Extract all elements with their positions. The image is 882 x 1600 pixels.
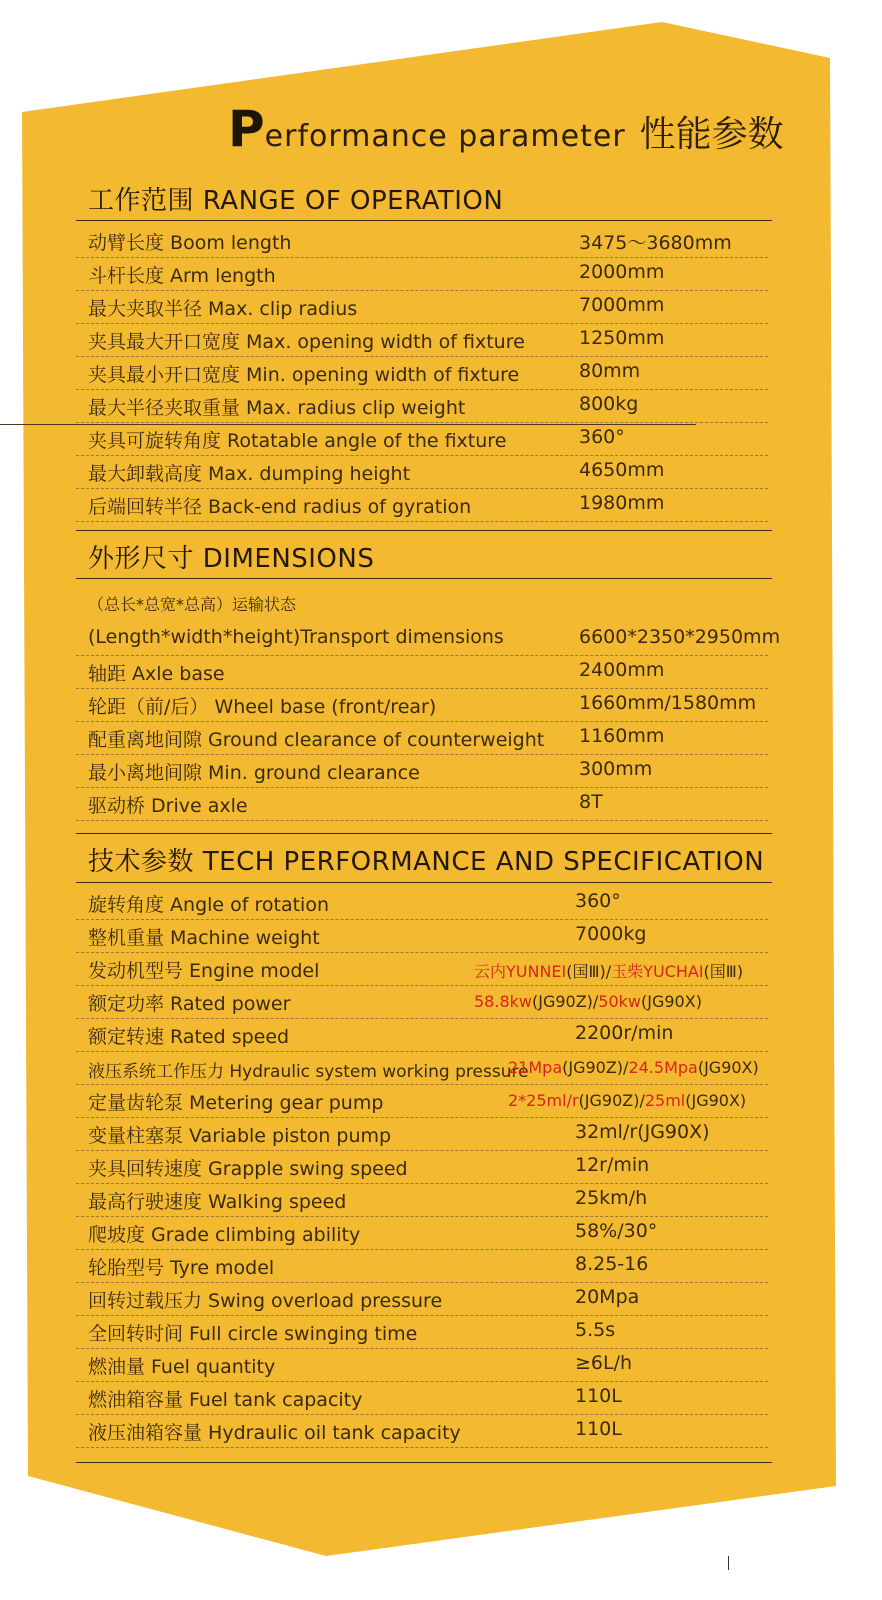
value-part: (JG90Z)/ xyxy=(578,1091,645,1110)
spec-value: 8.25-16 xyxy=(575,1253,649,1275)
spec-value: 4650mm xyxy=(579,459,665,481)
value-highlight: 58.8kw xyxy=(474,992,532,1011)
spec-label: 夹具最小开口宽度 Min. opening width of fixture xyxy=(88,364,520,386)
spec-row xyxy=(76,985,768,1019)
value-highlight: 50kw xyxy=(598,992,642,1011)
section-rule xyxy=(76,1462,772,1463)
spec-row xyxy=(76,389,768,423)
spec-value: 110L xyxy=(575,1418,622,1440)
spec-value: ≥6L/h xyxy=(575,1352,633,1374)
spec-value: 8T xyxy=(579,791,603,813)
value-highlight: 24.5Mpa xyxy=(628,1058,698,1077)
spec-label: 额定功率 Rated power xyxy=(88,993,291,1015)
spec-value: 800kg xyxy=(579,393,639,415)
value-part: (JG90Z)/ xyxy=(562,1058,629,1077)
spec-value xyxy=(474,959,743,982)
spec-row xyxy=(76,1249,768,1283)
page-title xyxy=(228,100,784,158)
spec-label: 全回转时间 Full circle swinging time xyxy=(88,1323,418,1345)
spec-label: 最大夹取半径 Max. clip radius xyxy=(88,298,358,320)
engine-yuchai: 玉柴YUCHAI xyxy=(611,962,704,981)
spec-value xyxy=(508,1091,746,1110)
spec-row xyxy=(76,356,768,390)
spec-label: 配重离地间隙 Ground clearance of counterweight xyxy=(88,729,545,751)
engine-yunnei: 云内YUNNEI xyxy=(474,962,567,981)
section-rule xyxy=(76,530,772,531)
spec-label: (Length*width*height)Transport dimensions xyxy=(88,626,504,648)
spec-label: 最大半径夹取重量 Max. radius clip weight xyxy=(88,397,466,419)
spec-row xyxy=(76,919,768,953)
spec-label: 最高行驶速度 Walking speed xyxy=(88,1191,347,1213)
spec-row xyxy=(76,655,768,689)
spec-label: 最小离地间隙 Min. ground clearance xyxy=(88,762,420,784)
value-part: (国Ⅲ) xyxy=(703,962,744,981)
spec-value: 2400mm xyxy=(579,659,665,681)
spec-value: 300mm xyxy=(579,758,653,780)
spec-row xyxy=(76,787,768,821)
spec-label: 夹具回转速度 Grapple swing speed xyxy=(88,1158,408,1180)
spec-label: 动臂长度 Boom length xyxy=(88,232,292,254)
spec-label: 变量柱塞泵 Variable piston pump xyxy=(88,1125,392,1147)
value-part: (JG90X) xyxy=(641,992,702,1011)
spec-row xyxy=(76,1282,768,1316)
dimensions-note: （总长*总宽*总高）运输状态 xyxy=(88,595,297,614)
section-heading-dimensions: 外形尺寸 DIMENSIONS xyxy=(88,544,375,574)
spec-label: 轮距（前/后） Wheel base (front/rear) xyxy=(88,696,437,718)
spec-row xyxy=(76,886,768,920)
spec-label: 定量齿轮泵 Metering gear pump xyxy=(88,1092,384,1114)
spec-value: 5.5s xyxy=(575,1319,616,1341)
spec-row xyxy=(76,1051,768,1085)
spec-row xyxy=(76,1183,768,1217)
title-chinese: 性能参数 xyxy=(639,114,784,155)
spec-row xyxy=(76,422,768,456)
value-part: (JG90Z)/ xyxy=(531,992,599,1011)
spec-value: 25km/h xyxy=(575,1187,648,1209)
title-text: erformance parameter xyxy=(264,119,626,154)
spec-row xyxy=(76,1414,768,1448)
spec-row xyxy=(76,1150,768,1184)
spec-row xyxy=(76,455,768,489)
spec-label: 燃油量 Fuel quantity xyxy=(88,1356,276,1378)
spec-row xyxy=(76,488,768,522)
section-heading-tech: 技术参数 TECH PERFORMANCE AND SPECIFICATION xyxy=(88,847,765,877)
spec-label: 驱动桥 Drive axle xyxy=(88,795,248,817)
spec-row xyxy=(76,1348,768,1382)
spec-value: 2000mm xyxy=(579,261,665,283)
section-rule xyxy=(76,578,772,579)
spec-label: 液压系统工作压力 Hydraulic system working pressure xyxy=(88,1062,529,1082)
spec-label: 液压油箱容量 Hydraulic oil tank capacity xyxy=(88,1422,461,1444)
spec-value: 80mm xyxy=(579,360,641,382)
section-rule xyxy=(76,833,772,834)
spec-value: 7000mm xyxy=(579,294,665,316)
spec-label: 最大卸载高度 Max. dumping height xyxy=(88,463,411,485)
spec-value: 1660mm/1580mm xyxy=(579,692,757,714)
spec-value: 12r/min xyxy=(575,1154,650,1176)
spec-row xyxy=(76,754,768,788)
spec-row xyxy=(76,1117,768,1151)
spec-row xyxy=(76,622,781,656)
spec-value: 1980mm xyxy=(579,492,665,514)
spec-value xyxy=(508,1058,759,1077)
spec-row xyxy=(76,1018,768,1052)
spec-value: 1160mm xyxy=(579,725,665,747)
spec-value: 110L xyxy=(575,1385,622,1407)
spec-label: 轮胎型号 Tyre model xyxy=(88,1257,275,1279)
spec-value: 360° xyxy=(575,890,621,912)
spec-row xyxy=(76,290,768,324)
spec-label: 燃油箱容量 Fuel tank capacity xyxy=(88,1389,363,1411)
section-heading-range: 工作范围 RANGE OF OPERATION xyxy=(88,186,504,216)
title-initial: P xyxy=(228,100,265,158)
spec-row xyxy=(76,721,768,755)
value-part: (JG90X) xyxy=(697,1058,759,1077)
value-highlight: 2*25ml/r xyxy=(508,1091,579,1110)
value-part: (国Ⅲ)/ xyxy=(566,962,612,981)
spec-label: 后端回转半径 Back-end radius of gyration xyxy=(88,496,472,518)
section-rule xyxy=(76,220,772,221)
spec-row xyxy=(76,1315,768,1349)
spec-label: 斗杆长度 Arm length xyxy=(88,265,276,287)
spec-label: 夹具可旋转角度 Rotatable angle of the fixture xyxy=(88,430,507,452)
spec-value: 360° xyxy=(579,426,625,448)
spec-label: 额定转速 Rated speed xyxy=(88,1026,290,1048)
spec-label: 整机重量 Machine weight xyxy=(88,927,320,949)
spec-label: 爬坡度 Grade climbing ability xyxy=(88,1224,361,1246)
spec-row xyxy=(76,323,768,357)
spec-label: 夹具最大开口宽度 Max. opening width of fixture xyxy=(88,331,525,353)
spec-value: 32ml/r(JG90X) xyxy=(575,1121,710,1143)
spec-label: 回转过载压力 Swing overload pressure xyxy=(88,1290,443,1312)
value-highlight: 21Mpa xyxy=(508,1058,563,1077)
spec-value: 20Mpa xyxy=(575,1286,640,1308)
spec-value: 7000kg xyxy=(575,923,647,945)
spec-label: 轴距 Axle base xyxy=(88,663,225,685)
spec-value: 2200r/min xyxy=(575,1022,674,1044)
spec-value xyxy=(474,992,702,1011)
spec-value: 58%/30° xyxy=(575,1220,658,1242)
spec-row xyxy=(76,224,768,258)
crop-mark xyxy=(728,1556,729,1570)
spec-row xyxy=(76,1084,768,1118)
spec-row xyxy=(76,1381,768,1415)
spec-row xyxy=(76,257,768,291)
spec-label: 旋转角度 Angle of rotation xyxy=(88,894,330,916)
spec-row xyxy=(76,952,768,986)
value-part: (JG90X) xyxy=(685,1091,747,1110)
spec-row xyxy=(76,688,768,722)
spec-label: 发动机型号 Engine model xyxy=(88,960,320,982)
spec-row xyxy=(76,1216,768,1250)
spec-value: 1250mm xyxy=(579,327,665,349)
section-rule xyxy=(76,882,772,883)
value-highlight: 25ml xyxy=(644,1091,686,1110)
spec-value: 6600*2350*2950mm xyxy=(579,626,781,648)
spec-value: 3475～3680mm xyxy=(579,232,732,254)
